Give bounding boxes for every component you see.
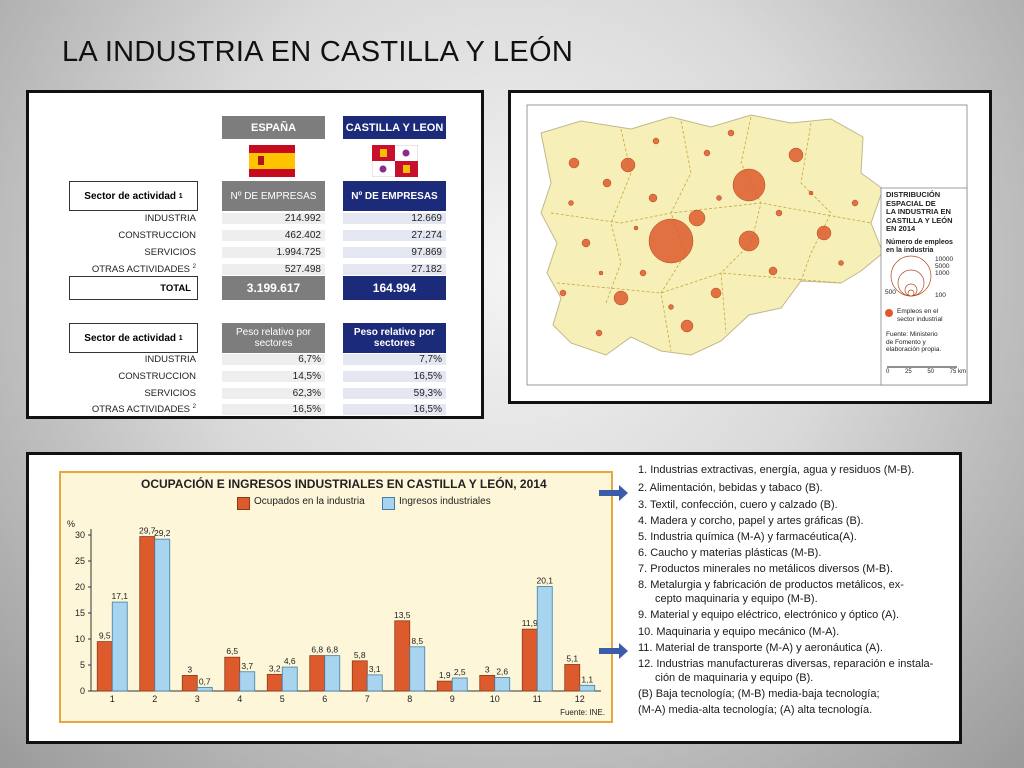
sector-header-1-sup: 1 — [178, 192, 183, 200]
row-value-cyl: 27.182 — [343, 264, 446, 275]
list-item: 12. Industrias manufactureras diversas, reparación e instala- — [638, 658, 934, 670]
list-item: 3. Textil, confección, cuero y calzado (B). — [638, 499, 838, 511]
bar-value-label: 6,8 — [311, 644, 324, 655]
x-tick-label: 9 — [449, 694, 455, 704]
row-label: SERVICIOS — [144, 388, 196, 399]
sector-header-2 — [69, 323, 198, 353]
sector-header-2-sup: 1 — [178, 334, 183, 342]
sector-header-1 — [69, 181, 198, 211]
bubble — [711, 288, 721, 298]
bar — [267, 674, 282, 691]
bubble — [649, 219, 693, 263]
bar — [437, 681, 452, 691]
map-legend-size-500: 500 — [885, 289, 896, 296]
arrow-icon — [599, 485, 629, 501]
row-value-cyl: 16,5% — [343, 404, 446, 415]
bubble — [582, 239, 590, 247]
map-panel — [508, 90, 992, 404]
bar-value-label: 6,5 — [226, 646, 239, 657]
bar-value-label: 1,1 — [581, 674, 594, 685]
bar-value-label: 4,6 — [283, 656, 296, 667]
slide-title: LA INDUSTRIA EN CASTILLA Y LEÓN — [62, 36, 574, 68]
bar — [240, 672, 255, 691]
bubble — [634, 226, 638, 230]
x-tick-label: 5 — [279, 694, 285, 704]
x-tick-label: 11 — [532, 694, 542, 704]
table-panel — [26, 90, 484, 419]
x-tick-label: 8 — [407, 694, 413, 704]
map-scale-labels: 0 25 50 75 km — [886, 369, 966, 375]
bar — [480, 675, 495, 691]
chart-svg — [61, 473, 611, 721]
row-label: SERVICIOS — [144, 247, 196, 258]
bubble — [599, 271, 603, 275]
row-label: INDUSTRIA — [144, 354, 196, 365]
bubble — [739, 231, 759, 251]
y-tick-label: 30 — [74, 530, 85, 540]
row-value-es: 462.402 — [222, 230, 325, 241]
y-tick-label: 0 — [79, 686, 85, 696]
bubble — [603, 179, 611, 187]
map-legend-sizes: 10000 5000 1000 — [935, 256, 954, 277]
x-tick-label: 2 — [152, 694, 158, 704]
legend-label-ocupados: Ocupados en la industria — [254, 496, 365, 507]
list-item: 4. Madera y corcho, papel y artes gráficas (B). — [638, 515, 864, 527]
bar-value-label: 6,8 — [326, 644, 339, 655]
row-label: OTRAS ACTIVIDADES $^2$ — [91, 264, 196, 276]
row-value-cyl: 97.869 — [343, 247, 446, 258]
row-value-cyl: 16,5% — [343, 371, 446, 382]
bar-value-label: 2,5 — [453, 667, 466, 677]
sector-header-2-label: Sector de actividad — [84, 332, 176, 344]
chart-source: Fuente: INE. — [560, 708, 605, 717]
bubble — [560, 290, 566, 296]
bar — [495, 677, 510, 691]
bar — [395, 621, 410, 691]
bar — [197, 687, 212, 691]
total-label: TOTAL — [69, 276, 198, 300]
bar-value-label: 13,5 — [393, 609, 411, 620]
row-value-es: 1.994.725 — [222, 247, 325, 258]
bar-value-label: 3 — [187, 664, 193, 675]
list-item: ción de maquinaria y equipo (B). — [655, 672, 814, 684]
bubble — [733, 169, 765, 201]
row-value-cyl: 12.669 — [343, 213, 446, 224]
chart-title: OCUPACIÓN E INGRESOS INDUSTRIALES EN CASTILLA Y LEÓN, 2014 — [141, 477, 547, 491]
x-tick-label: 1 — [109, 694, 115, 704]
bar — [282, 667, 297, 691]
bar — [325, 656, 340, 691]
bar — [367, 675, 382, 691]
y-tick-label: 10 — [74, 634, 85, 644]
list-item: 7. Productos minerales no metálicos diversos (M-B). — [638, 563, 893, 575]
row-value-es: 62,3% — [222, 388, 325, 399]
bubble — [728, 130, 734, 136]
map-legend-title: DISTRIBUCIÓN ESPACIAL DE LA INDUSTRIA EN CASTILLA Y LEÓN EN 2014 — [886, 190, 953, 233]
bar-value-label: 3 — [484, 664, 490, 675]
bar — [565, 664, 580, 691]
x-tick-label: 10 — [489, 694, 500, 704]
bar-value-label: 3,2 — [268, 663, 281, 674]
bubble — [704, 150, 710, 156]
bar-value-label: 29,7 — [138, 525, 156, 536]
y-tick-label: 20 — [74, 582, 85, 592]
row-value-es: 16,5% — [222, 404, 325, 415]
list-item: 8. Metalurgia y fabricación de productos metálicos, ex- — [638, 579, 904, 591]
total-es: 3.199.617 — [222, 276, 325, 300]
bubble — [569, 158, 579, 168]
bubble — [817, 226, 831, 240]
bubble — [852, 200, 858, 206]
x-tick-label: 3 — [194, 694, 200, 704]
industry-list-panel — [634, 458, 954, 728]
bar-value-label: 3,1 — [368, 663, 381, 674]
map-legend-size-100: 100 — [935, 292, 946, 299]
list-item: (M-A) media-alta tecnología; (A) alta tecnología. — [638, 704, 873, 716]
bar — [310, 656, 325, 691]
bar-value-label: 29,2 — [153, 528, 171, 539]
row-label: CONSTRUCCION — [118, 371, 196, 382]
bubble — [776, 210, 782, 216]
bar — [537, 586, 552, 691]
bubble — [621, 158, 635, 172]
bar — [580, 685, 595, 691]
header-cyl: CASTILLA Y LEON — [343, 116, 446, 139]
col-empresas-es: Nº DE EMPRESAS — [222, 181, 325, 211]
bar-value-label: 20,1 — [536, 575, 554, 586]
row-label: CONSTRUCCION — [118, 230, 196, 241]
bar — [352, 661, 367, 691]
legend-dot-icon — [885, 309, 893, 317]
bar — [140, 537, 155, 691]
bubble — [681, 320, 693, 332]
bar-value-label: 2,6 — [496, 666, 509, 677]
col-peso-cyl: Peso relativo por sectores — [343, 323, 446, 353]
header-espana: ESPAÑA — [222, 116, 325, 139]
list-item: 10. Maquinaria y equipo mecánico (M-A). — [638, 626, 840, 638]
bubble — [809, 191, 813, 195]
bar-value-label: 3,7 — [241, 660, 254, 671]
sector-header-1-label: Sector de actividad — [84, 190, 176, 202]
spain-flag-icon — [249, 145, 295, 177]
bar-value-label: 5,1 — [566, 653, 579, 664]
list-item: 5. Industria química (M-A) y farmacéutica(A). — [638, 531, 857, 543]
map-legend-sub: Número de empleos en la industria — [886, 239, 953, 254]
y-tick-label: 5 — [79, 660, 85, 670]
bar — [522, 629, 537, 691]
map-source: Fuente: Ministerio de Fomento y elaboración propia. — [886, 331, 942, 353]
bar-value-label: 8,5 — [411, 635, 424, 646]
bubble — [789, 148, 803, 162]
row-value-es: 214.992 — [222, 213, 325, 224]
bubble — [569, 201, 574, 206]
bar-value-label: 11,9 — [521, 618, 538, 629]
bar — [452, 678, 467, 691]
bar — [410, 647, 425, 691]
bar-value-label: 5,8 — [353, 649, 366, 660]
bar-value-label: 17,1 — [111, 591, 129, 602]
bar-value-label: 9,5 — [98, 630, 111, 641]
bubble — [640, 270, 646, 276]
bar — [182, 675, 197, 691]
list-item: 6. Caucho y materias plásticas (M-B). — [638, 547, 822, 559]
bubble — [669, 305, 674, 310]
list-item: 2. Alimentación, bebidas y tabaco (B). — [638, 482, 823, 494]
x-tick-label: 7 — [364, 694, 370, 704]
y-tick-label: 15 — [74, 608, 85, 618]
col-empresas-cyl: Nº DE EMPRESAS — [343, 181, 446, 211]
bubble — [839, 261, 844, 266]
castilla-leon-flag-icon — [372, 145, 418, 177]
bar — [225, 657, 240, 691]
row-value-es: 14,5% — [222, 371, 325, 382]
bubble — [596, 330, 602, 336]
total-cyl: 164.994 — [343, 276, 446, 300]
bar — [112, 602, 127, 691]
x-tick-label: 6 — [322, 694, 328, 704]
x-tick-label: 4 — [237, 694, 243, 704]
bar-value-label: 1,9 — [438, 670, 451, 681]
bar — [97, 642, 112, 691]
bubble — [653, 138, 659, 144]
x-tick-label: 12 — [574, 694, 585, 704]
row-value-es: 6,7% — [222, 354, 325, 365]
row-value-cyl: 59,3% — [343, 388, 446, 399]
bubble — [717, 196, 722, 201]
bubble — [614, 291, 628, 305]
col-peso-es: Peso relativo por sectores — [222, 323, 325, 353]
row-label: INDUSTRIA — [144, 213, 196, 224]
row-value-es: 527.498 — [222, 264, 325, 275]
map-legend-dot-label: Empleos en el sector industrial — [897, 308, 943, 323]
bubble — [689, 210, 705, 226]
row-value-cyl: 7,7% — [343, 354, 446, 365]
y-tick-label: 25 — [74, 556, 85, 566]
list-item: 9. Material y equipo eléctrico, electrónico y óptico (A). — [638, 609, 900, 621]
bar — [155, 539, 170, 691]
chart-frame — [59, 471, 613, 723]
list-item: (B) Baja tecnología; (M-B) media-baja tecnología; — [638, 688, 880, 700]
list-item: 11. Material de transporte (M-A) y aeronáutica (A). — [638, 642, 883, 654]
bubble — [769, 267, 777, 275]
legend-label-ingresos: Ingresos industriales — [399, 496, 491, 507]
list-item: 1. Industrias extractivas, energía, agua y residuos (M-B). — [638, 464, 915, 476]
bar-value-label: 0,7 — [198, 676, 211, 687]
y-axis-label: % — [67, 519, 76, 529]
bubble — [649, 194, 657, 202]
arrow-icon — [599, 643, 629, 659]
list-item: cepto maquinaria y equipo (M-B). — [655, 593, 818, 605]
row-value-cyl: 27.274 — [343, 230, 446, 241]
row-label: OTRAS ACTIVIDADES $^2$ — [91, 404, 196, 416]
